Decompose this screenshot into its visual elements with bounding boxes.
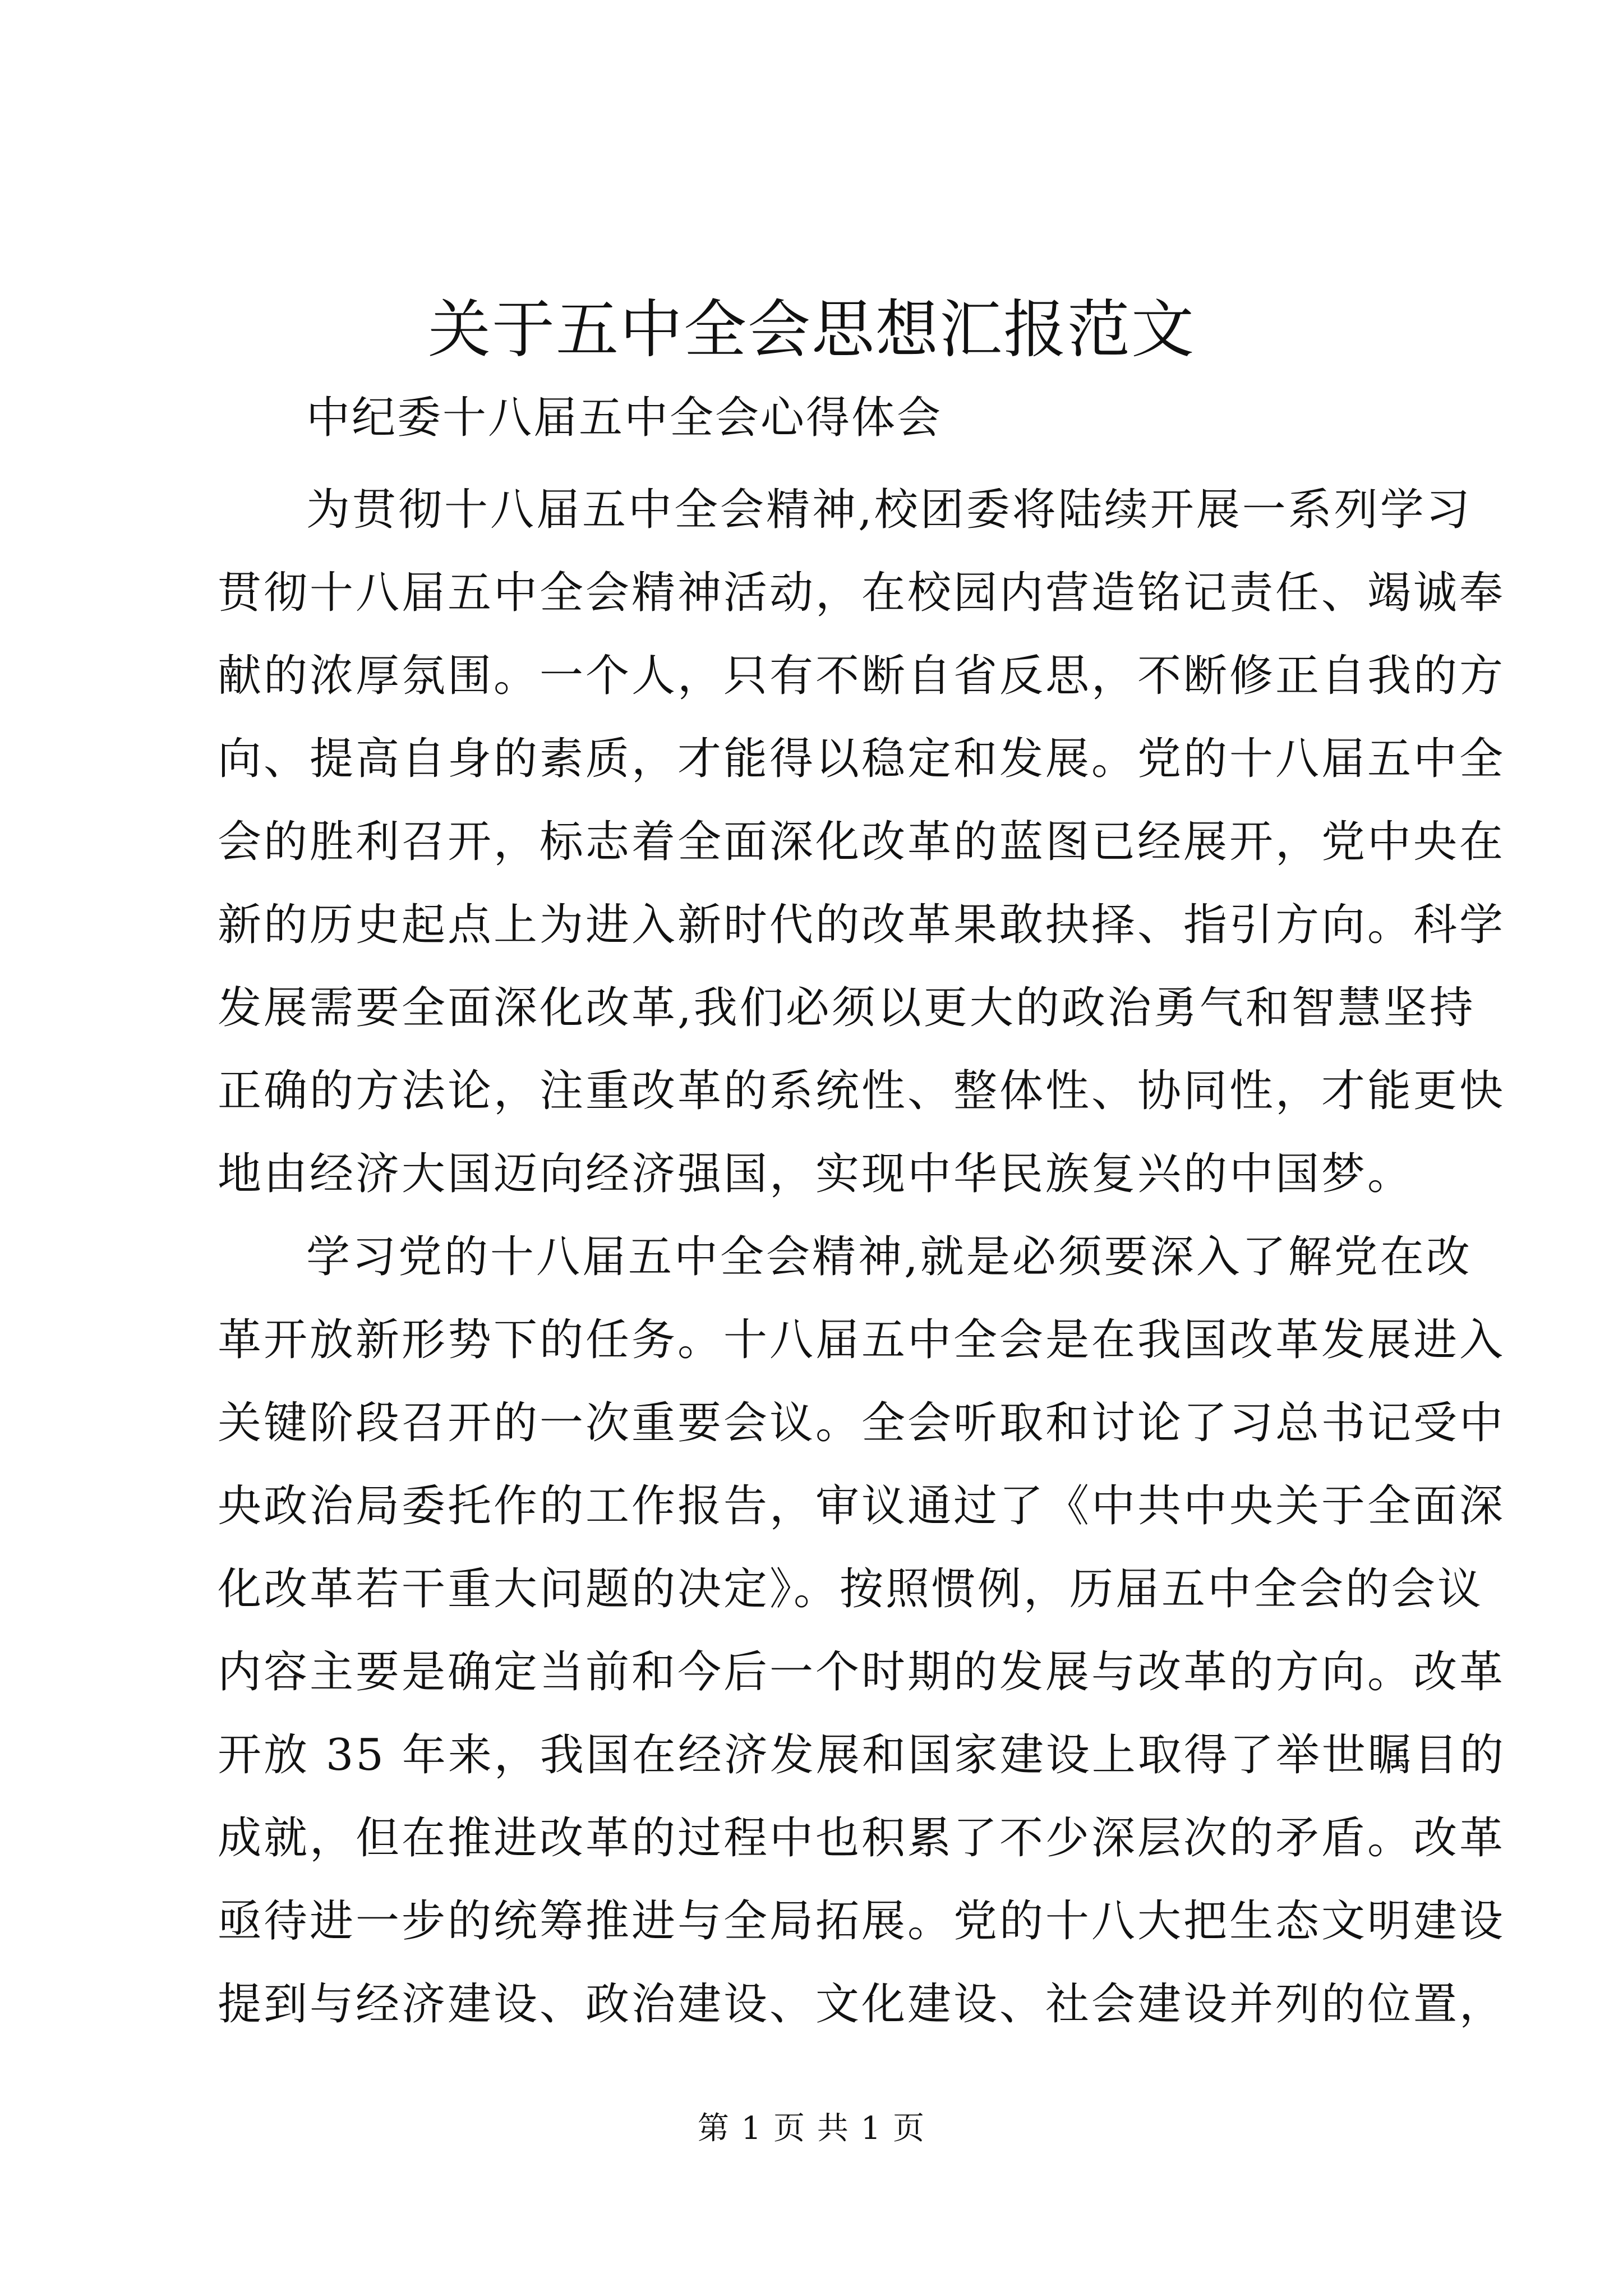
document-title: 关于五中全会思想汇报范文 <box>428 293 1195 366</box>
paragraph-2-line-7: 开放 35 年来，我国在经济发展和国家建设上取得了举世瞩目的 <box>218 1730 1506 1780</box>
paragraph-1-line-4: 向、提高自身的素质，才能得以稳定和发展。党的十八届五中全 <box>218 734 1506 784</box>
paragraph-2-line-5: 化改革若干重大问题的决定》。按照惯例，历届五中全会的会议 <box>218 1564 1484 1614</box>
paragraph-1-line-1: 为贯彻十八届五中全会精神,校团委将陆续开展一系列学习 <box>306 485 1472 535</box>
paragraph-2-line-2: 革开放新形势下的任务。十八届五中全会是在我国改革发展进入 <box>218 1315 1506 1365</box>
page-footer: 第 1 页 共 1 页 <box>697 2110 926 2147</box>
paragraph-2-line-6: 内容主要是确定当前和今后一个时期的发展与改革的方向。改革 <box>218 1647 1506 1697</box>
paragraph-2-line-3: 关键阶段召开的一次重要会议。全会听取和讨论了习总书记受中 <box>218 1398 1506 1448</box>
paragraph-2-line-1: 学习党的十八届五中全会精神,就是必须要深入了解党在改 <box>306 1232 1472 1282</box>
paragraph-1-line-9: 地由经济大国迈向经济强国，实现中华民族复兴的中国梦。 <box>218 1149 1414 1199</box>
paragraph-2-line-8: 成就，但在推进改革的过程中也积累了不少深层次的矛盾。改革 <box>218 1813 1506 1864</box>
paragraph-2-line-4: 央政治局委托作的工作报告，审议通过了《中共中央关于全面深 <box>218 1481 1506 1531</box>
paragraph-1-line-5: 会的胜利召开，标志着全面深化改革的蓝图已经展开，党中央在 <box>218 817 1506 867</box>
paragraph-1-line-2: 贯彻十八届五中全会精神活动，在校园内营造铭记责任、竭诚奉 <box>218 568 1506 618</box>
paragraph-2-line-10: 提到与经济建设、政治建设、文化建设、社会建设并列的位置， <box>218 1979 1506 2030</box>
paragraph-1-line-6: 新的历史起点上为进入新时代的改革果敢抉择、指引方向。科学 <box>218 900 1506 950</box>
paragraph-1-line-8: 正确的方法论，注重改革的系统性、整体性、协同性，才能更快 <box>218 1066 1506 1116</box>
paragraph-1-line-7: 发展需要全面深化改革,我们必须以更大的政治勇气和智慧坚持 <box>218 983 1476 1033</box>
paragraph-2-line-9: 亟待进一步的统筹推进与全局拓展。党的十八大把生态文明建设 <box>218 1896 1506 1947</box>
paragraph-1-line-3: 献的浓厚氛围。一个人，只有不断自省反思，不断修正自我的方 <box>218 651 1506 701</box>
document-subtitle: 中纪委十八届五中全会心得体会 <box>306 393 943 443</box>
